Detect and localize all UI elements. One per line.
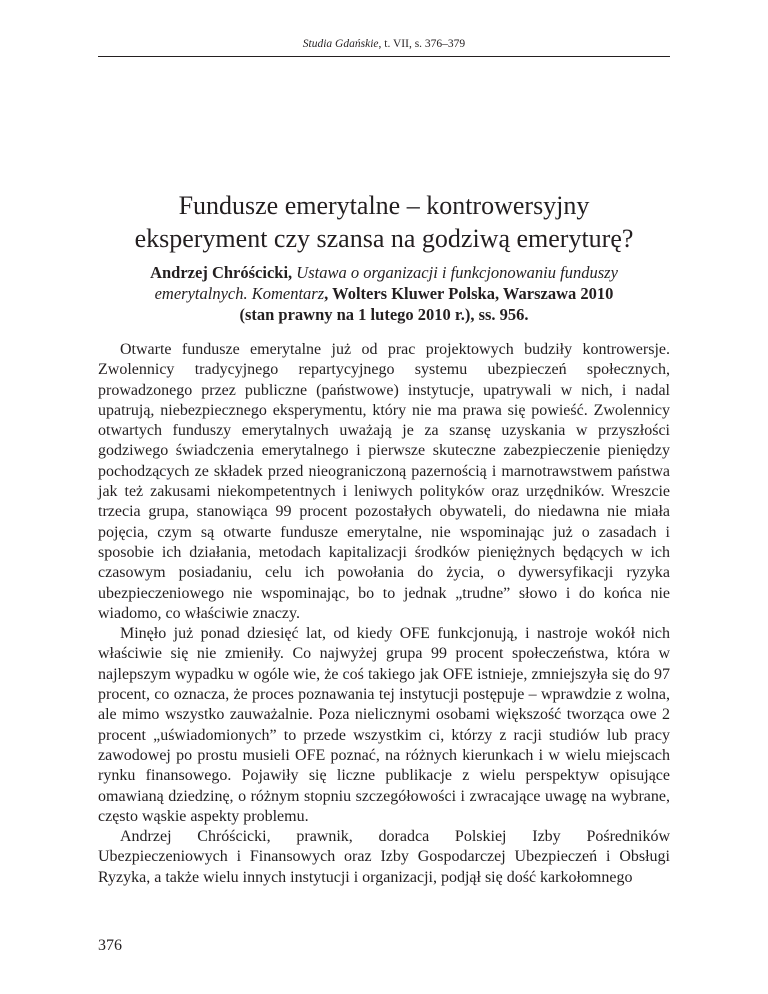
reviewed-publisher: Wolters Kluwer Polska, Warszawa 2010: [332, 284, 614, 303]
header-rule: [98, 56, 670, 57]
title-line-1: Fundusze emerytalne – kontrowersyjny: [178, 191, 590, 221]
article-title: [98, 189, 670, 255]
title-line-2: eksperyment czy szansa na godziwą emeryturę?: [134, 224, 634, 254]
reviewed-state-of-law: (stan prawny na 1 lutego 2010 r.), ss. 956.: [239, 305, 529, 324]
article-body: [98, 340, 670, 888]
body-paragraph-2: Minęło już ponad dziesięć lat, od kiedy OFE funkcjonują, i nastroje wokół nich właściwie się nie zmieniły. Co najwyżej grupa 99 procent społeczeństwa, która w najlepszym wypadku w ogóle wie, że coś takiego jak OFE istnieje, zmniejszyła się do 97 procent, co oznacza, że proces poznawania tej instytucji postępuje – wprawdzie z wolna, ale mimo wszystko zauważalnie. Poza nielicznymi osobami większość tworząca owe 2 procent „uświadomionych” to przede wszystkim ci, którzy z racji studiów lub pracy zawodowej po prostu musieli OFE poznać, na różnych kierunkach i w wielu miejscach rynku finansowego. Pojawiły się liczne publikacje z wielu perspektyw opisujące omawianą dziedzinę, o różnym stopniu szczegółowości i zwracające uwagę na wybrane, często wąskie aspekty problemu.: [98, 625, 670, 825]
body-paragraph-3: Andrzej Chróścicki, prawnik, doradca Polskiej Izby Pośredników Ubezpieczeniowych i Finansowych oraz Izby Gospodarczej Ubezpieczeń i Obsługi Ryzyka, a także wielu innych instytucji i organizacji, podjął się dość karkołomnego: [98, 828, 670, 886]
citation-line-2: emerytalnych. Komentarz, Wolters Kluwer Polska, Warszawa 2010: [154, 284, 614, 303]
page-number: 376: [98, 937, 122, 954]
body-paragraph-1: Otwarte fundusze emerytalne już od prac projektowych budziły kontrowersje. Zwolennicy tradycyjnego repartycyjnego systemu ubezpieczeń społecznych, prowadzonego przez publiczne (państwowe) instytucje, upatrywali w nich, i nadal upatrują, niebezpiecznego eksperymentu, który nie ma prawa się powieść. Zwolennicy otwartych funduszy emerytalnych uważają je za szansę uzyskania w przyszłości godziwego świadczenia emerytalnego i pierwsze skuteczne zabezpieczenie pieniędzy pochodzących ze składek przed nieograniczoną pazernością i marnotrawstwem państwa jak też zakusami niekompetentnych i leniwych polityków oraz urzędników. Wreszcie trzecia grupa, stanowiąca 99 procent pozostałych obywateli, do niedawna nie miała pojęcia, czym są otwarte fundusze emerytalne, nie wspominając już o zasadach i sposobie ich działania, metodach kapitalizacji środków pieniężnych będących w ich czasowym posiadaniu, celu ich powołania do życia, o dywersyfikacji ryzyka ubezpieczeniowego nie wspominając, bo to jednak „trudne” słowo i do końca nie wiadomo, co właściwie znaczy.: [98, 341, 670, 622]
journal-title: Studia Gdańskie: [302, 38, 379, 50]
running-head: [98, 38, 670, 50]
citation-line-1: [98, 262, 670, 283]
volume-pages: , t. VII, s. 376–379: [378, 38, 466, 50]
reviewed-title-part-2: emerytalnych. Komentarz: [154, 284, 325, 303]
reviewed-author: Andrzej Chróścicki,: [150, 263, 293, 282]
citation-line-3: [98, 304, 670, 325]
reviewed-work-citation: [98, 262, 670, 325]
reviewed-title-part-1: Ustawa o organizacji i funkcjonowaniu funduszy: [296, 263, 618, 282]
